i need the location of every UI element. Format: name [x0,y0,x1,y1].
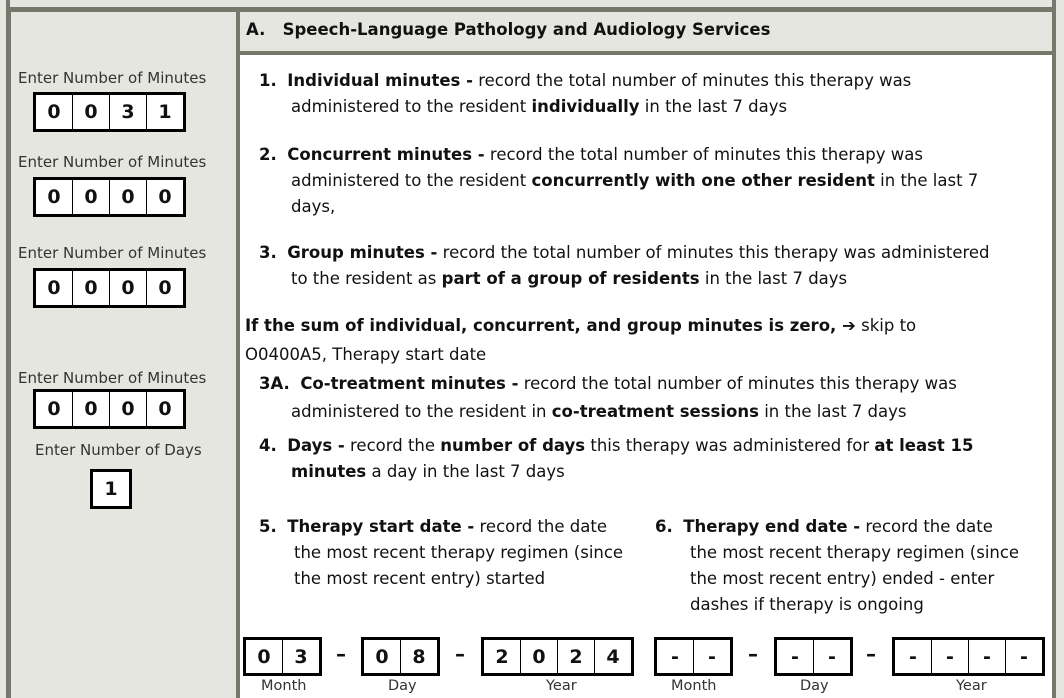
year-caption: Year [546,678,577,694]
digit-box[interactable]: - [931,640,968,673]
month-caption: Month [671,678,717,694]
digit-box[interactable]: 0 [47,277,61,299]
digit-box[interactable]: 0 [109,180,146,214]
skip-instruction: If the sum of individual, concurrent, and group minutes is zero, ➔ skip to O0400A5, Therapy start date [245,316,917,364]
digit-box[interactable]: 0 [146,180,183,214]
digit-box[interactable]: - [671,645,679,668]
item-group-minutes: 3. Group minutes - record the total number of minutes this therapy was administered to the resident as part of a group of residents in the last 7 days [259,243,990,288]
digit-box[interactable]: 3 [282,640,319,673]
days-label: Enter Number of Days [35,441,202,459]
item-therapy-end-date: 6. Therapy end date - record the date the most recent therapy regimen (since the most recent entry) ended - enter dashes if therapy is ongoing [655,517,1020,614]
top-band [6,0,1056,12]
digit-box[interactable]: - [909,645,917,668]
individual-minutes-label: Enter Number of Minutes [18,69,207,87]
digit-box[interactable]: 0 [109,271,146,305]
digit-box[interactable]: 0 [72,180,109,214]
digit-box[interactable]: - [813,640,850,673]
digit-box[interactable]: 4 [594,640,631,673]
item-cotreatment-minutes: 3A. Co-treatment minutes - record the total number of minutes this therapy was administered to the resident in co-treatment sessions in the last 7 days [259,374,957,421]
individual-minutes-input[interactable] [33,92,186,132]
day-caption: Day [800,678,829,694]
digit-box[interactable]: 0 [72,95,109,129]
digit-box[interactable]: 0 [72,392,109,426]
end-date-year-input[interactable] [892,637,1045,676]
digit-box[interactable]: 0 [520,640,557,673]
item-days: 4. Days - record the number of days this therapy was administered for at least 15 minutes a day in the last 7 days [259,436,974,481]
digit-box[interactable]: - [1005,640,1042,673]
item-individual-minutes: 1. Individual minutes - record the total number of minutes this therapy was administered to the resident individually in the last 7 days [259,71,912,116]
digit-box[interactable]: - [968,640,1005,673]
group-minutes-label: Enter Number of Minutes [18,244,207,262]
digit-box[interactable]: - [791,645,799,668]
item-therapy-start-date: 5. Therapy start date - record the date the most recent therapy regimen (since the most recent entry) started [259,517,624,588]
start-date-month-input[interactable] [243,637,322,676]
digit-box[interactable]: - [693,640,730,673]
concurrent-minutes-label: Enter Number of Minutes [18,153,207,171]
section-header [240,12,1056,55]
digit-box[interactable]: 1 [146,95,183,129]
date-separator: – [866,642,876,666]
digit-box[interactable]: 0 [47,398,61,420]
end-date-month-input[interactable] [654,637,733,676]
digit-box[interactable]: 3 [109,95,146,129]
date-separator: – [748,642,758,666]
digit-box[interactable]: 8 [400,640,437,673]
digit-box[interactable]: 0 [257,645,271,668]
concurrent-minutes-input[interactable] [33,177,186,217]
digit-box[interactable]: 0 [109,392,146,426]
end-date-day-input[interactable] [774,637,853,676]
digit-box[interactable]: 0 [47,186,61,208]
group-minutes-input[interactable] [33,268,186,308]
start-date-year-input[interactable] [481,637,634,676]
start-date-day-input[interactable] [361,637,440,676]
digit-box[interactable]: 0 [146,392,183,426]
digit-box[interactable]: 1 [104,478,118,500]
year-caption: Year [956,678,987,694]
digit-box[interactable]: 2 [557,640,594,673]
digit-box[interactable]: 2 [495,645,509,668]
month-caption: Month [261,678,307,694]
digit-box[interactable]: 0 [47,101,61,123]
day-caption: Day [388,678,417,694]
digit-box[interactable]: 0 [146,271,183,305]
section-title: A. Speech-Language Pathology and Audiology Services [246,20,771,39]
date-separator: – [336,642,346,666]
digit-box[interactable]: 0 [375,645,389,668]
days-input[interactable] [90,469,132,509]
cotreatment-minutes-input[interactable] [33,389,186,429]
cotreatment-minutes-label: Enter Number of Minutes [18,369,207,387]
item-concurrent-minutes: 2. Concurrent minutes - record the total number of minutes this therapy was administered to the resident concurrently with one other resident in the last 7 days, [259,145,979,216]
date-separator: – [455,642,465,666]
digit-box[interactable]: 0 [72,271,109,305]
